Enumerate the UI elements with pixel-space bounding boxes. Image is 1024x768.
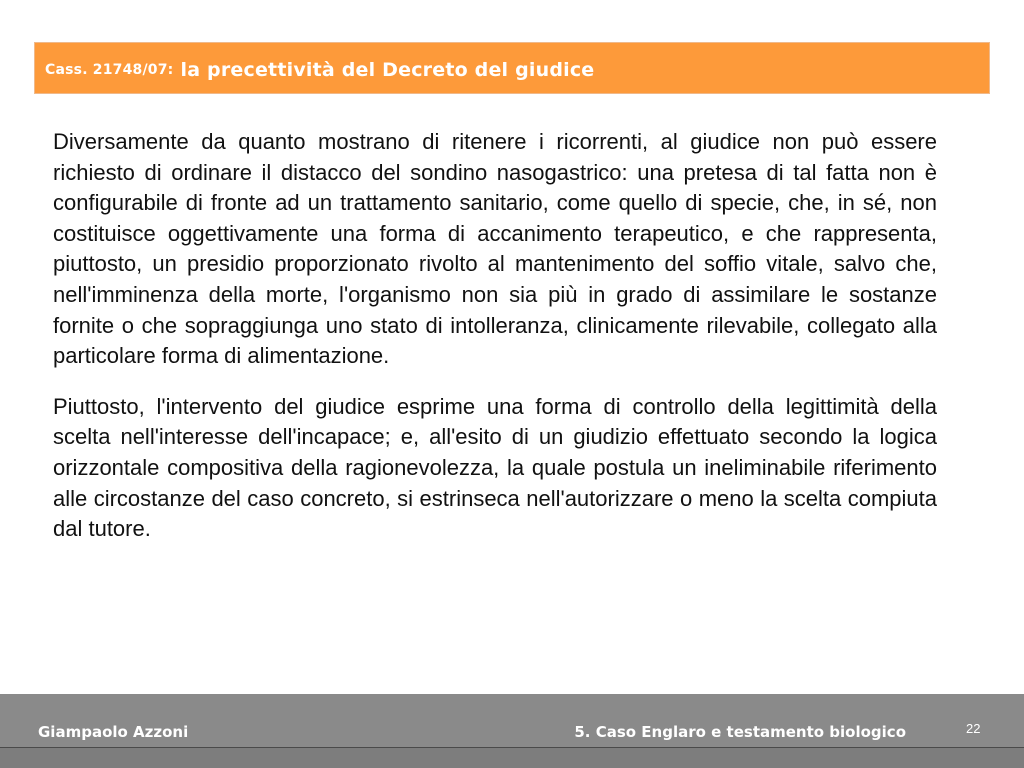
title-bar [34,42,990,94]
footer-author: Giampaolo Azzoni [38,723,189,741]
slide-title: la precettività del Decreto del giudice [180,59,595,81]
title-prefix: Cass. 21748/07: [45,62,174,78]
footer-bottom-strip [0,748,1024,768]
body-paragraph-2: Piuttosto, l'intervento del giudice esprime una forma di controllo della legittimità della scelta nell'interesse dell'incapace; e, all'esito di un giudizio effettuato secondo la logica orizzontale compositiva della ragionevolezza, la quale postula un ineliminabile riferimento alle circostanze del caso concreto, si estrinseca nell'autorizzare o meno la scelta compiuta dal tutore. [53,393,937,542]
footer-section-title: 5. Caso Englaro e testamento biologico [574,723,906,741]
page-number: 22 [966,721,981,736]
body-paragraph-1: Diversamente da quanto mostrano di ritenere i ricorrenti, al giudice non può essere richiesto di ordinare il distacco del sondino nasogastrico: una pretesa di tal fatta non è configurabile di fronte ad un trattamento sanitario, come quello di specie, che, in sé, non costituisce oggettivamente una forma di accanimento terapeutico, e che rappresenta, piuttosto, un presidio proporzionato rivolto al mantenimento del soffio vitale, salvo che, nell'imminenza della morte, l'organismo non sia più in grado di assimilare le sostanze fornite o che sopraggiunga uno stato di intolleranza, clinicamente rilevabile, collegato alla particolare forma di alimentazione. [53,129,937,369]
slide-body [53,127,937,565]
